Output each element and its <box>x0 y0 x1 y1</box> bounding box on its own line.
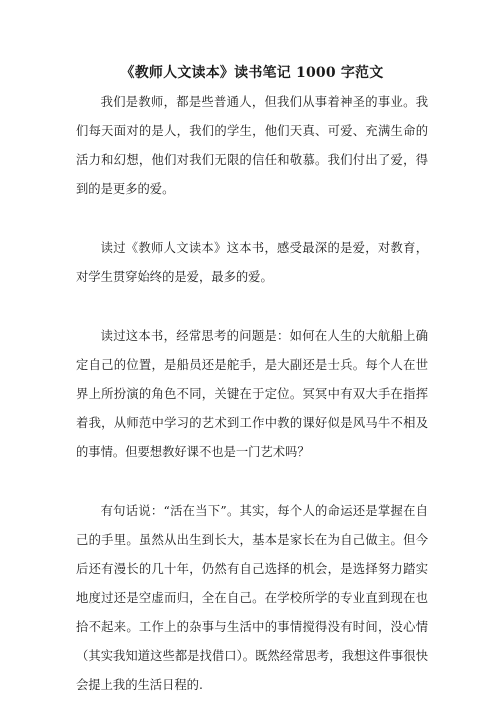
document-title: 《教师人文读本》读书笔记 1000 字范文 <box>120 65 384 81</box>
paragraph-2: 读过《教师人文读本》这本书，感受最深的是爱，对教育，对学生贯穿始终的是爱，最多的爱。 <box>76 241 428 284</box>
paragraph-3: 读过这本书，经常思考的问题是：如何在人生的大航船上确定自己的位置，是船员还是舵手，是大副还是士兵。每个人在世界上所扮演的角色不同，关键在于定位。冥冥中有双大手在指挥着我，从师范中学习的艺术到工作中教的课好似是风马牛不相及的事情。但要想教好课不也是一门艺术吗？ <box>76 329 428 459</box>
paragraph-1: 我们是教师，都是些普通人，但我们从事着神圣的事业。我们每天面对的是人，我们的学生，他们天真、可爱、充满生命的活力和幻想，他们对我们无限的信任和敬慕。我们付出了爱，得到的是更多的爱。 <box>76 95 428 196</box>
paragraph-spacer <box>76 467 428 497</box>
paragraph-spacer <box>76 292 428 322</box>
paragraph-spacer <box>76 204 428 234</box>
paragraph-4: 有句话说：“活在当下”。其实，每个人的命运还是掌握在自己的手里。虽然从出生到长大，基本是家长在为自己做主。但今后还有漫长的几十年，仍然有自己选择的机会，是选择努力踏实地度过还是空虚而归，全在自己。在学校所学的专业直到现在也拾不起来。工作上的杂事与生活中的事情搅得没有时间，没心情（其实我知道这些都是找借口）。既然经常思考，我想这件事很快会提上我的生活日程的. <box>76 504 428 692</box>
